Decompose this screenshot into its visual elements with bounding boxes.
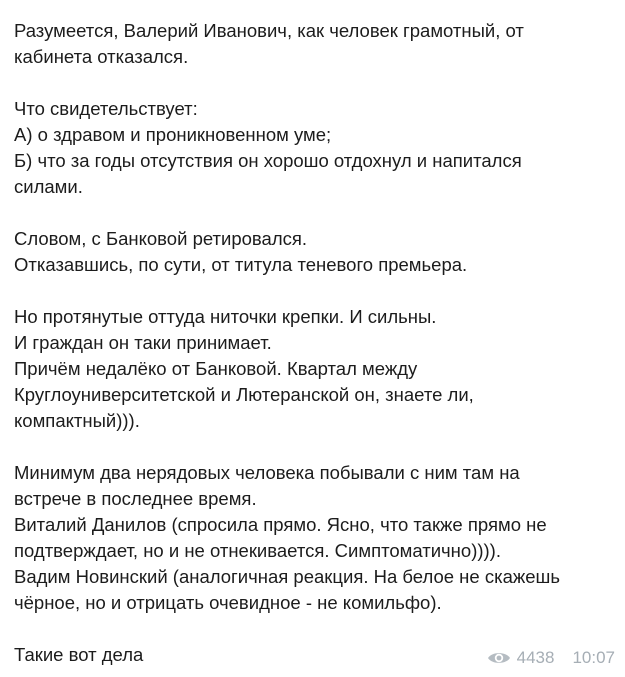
text-line: Причём недалёко от Банковой. Квартал между <box>14 358 418 379</box>
text-line: Виталий Данилов (спросила прямо. Ясно, что также прямо не <box>14 514 547 535</box>
paragraph-4 <box>14 304 605 434</box>
paragraph-2 <box>14 96 605 200</box>
text-line: подтверждает, но и не отнекивается. Симптоматично)))). <box>14 540 501 561</box>
text-line: чёрное, но и отрицать очевидное - не комильфо). <box>14 592 442 613</box>
text-line: компактный))). <box>14 410 140 431</box>
text-line: Минимум два нерядовых человека побывали с ним там на <box>14 462 520 483</box>
paragraph-1 <box>14 18 605 70</box>
eye-icon <box>487 650 511 666</box>
paragraph-5 <box>14 460 605 616</box>
text-line: Что свидетельствует: <box>14 98 198 119</box>
message-time: 10:07 <box>572 648 615 667</box>
views-count: 4438 <box>516 648 555 667</box>
text-line: Круглоуниверситетской и Лютеранской он, знаете ли, <box>14 384 474 405</box>
text-line: Словом, с Банковой ретировался. <box>14 228 308 249</box>
text-line: кабинета отказался. <box>14 46 189 67</box>
text-line: силами. <box>14 176 83 197</box>
text-line: Но протянутые оттуда ниточки крепки. И сильны. <box>14 306 437 327</box>
text-line: А) о здравом и проникновенном уме; <box>14 124 332 145</box>
text-line: встрече в последнее время. <box>14 488 257 509</box>
text-line: Вадим Новинский (аналогичная реакция. На белое не скажешь <box>14 566 561 587</box>
paragraph-3 <box>14 226 605 278</box>
text-line: Разумеется, Валерий Иванович, как человек грамотный, от <box>14 20 524 41</box>
text-line: Б) что за годы отсутствия он хорошо отдохнул и напитался <box>14 150 522 171</box>
text-line: Отказавшись, по сути, от титула теневого премьера. <box>14 254 468 275</box>
text-line: И граждан он таки принимает. <box>14 332 272 353</box>
text-line: Такие вот дела <box>14 644 144 665</box>
message-meta <box>487 645 615 671</box>
